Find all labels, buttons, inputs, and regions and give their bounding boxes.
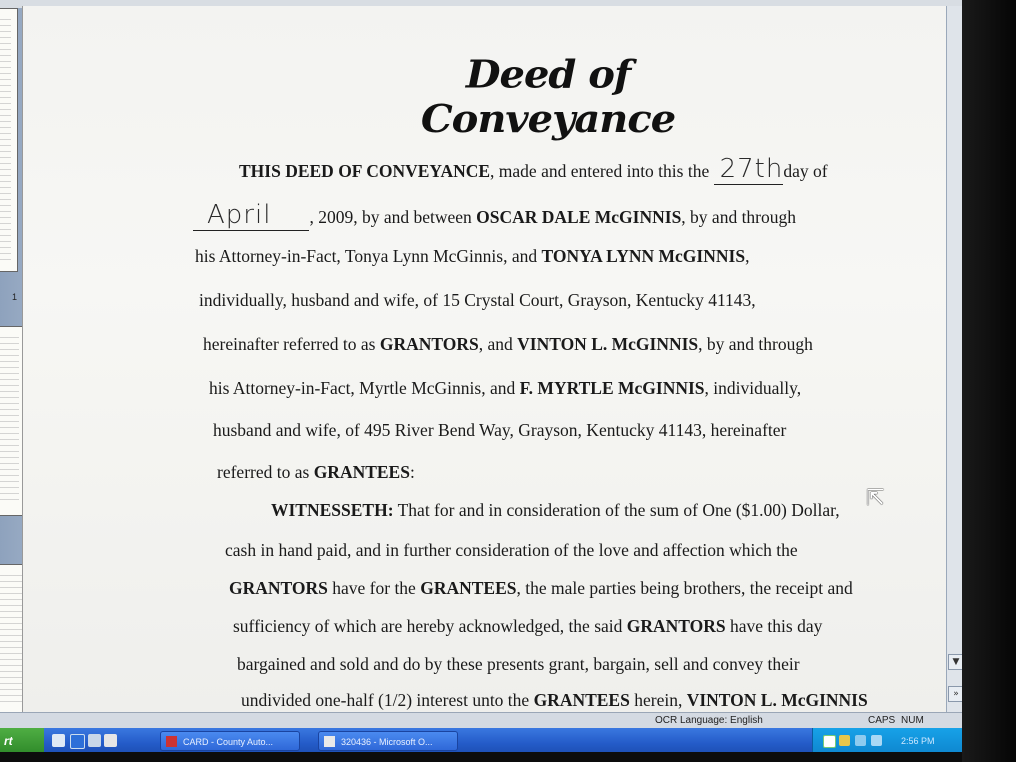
bold-text xyxy=(380,334,479,354)
task-button-card[interactable] xyxy=(160,731,300,751)
bold-run: VINTON L. McGINNIS xyxy=(517,334,699,354)
bold-run: F. MYRTLE McGINNIS xyxy=(519,378,705,398)
status-bar xyxy=(0,712,962,729)
document-title: Deed of Conveyance xyxy=(420,52,676,142)
text-run: have for the xyxy=(327,578,421,598)
document-line xyxy=(239,154,828,185)
bold-run: GRANTEES xyxy=(420,578,517,598)
text-run: , by and through xyxy=(698,334,813,354)
text-run: day of xyxy=(783,161,828,181)
volume-icon[interactable] xyxy=(871,735,882,746)
bold-run: THIS DEED OF CONVEYANCE xyxy=(239,161,491,181)
text-run: , individually, xyxy=(704,378,802,398)
app-window-icon xyxy=(324,736,335,747)
text-run: have this day xyxy=(725,616,823,636)
bold-run: GRANTORS xyxy=(626,616,726,636)
bold-run: VINTON L. McGINNIS xyxy=(686,690,868,710)
ocr-language-status: OCR Language: English xyxy=(655,715,763,726)
text-run: , made and entered into this the xyxy=(490,161,714,181)
clock[interactable]: 2:56 PM xyxy=(901,736,935,746)
bold-run: GRANTORS xyxy=(229,578,328,598)
network-icon[interactable] xyxy=(855,735,866,746)
bold-text xyxy=(314,462,410,482)
start-button[interactable]: rt xyxy=(0,728,44,752)
document-line xyxy=(225,540,798,561)
text-run: That for and in consideration of the sum of One ($1.00) Dollar, xyxy=(393,500,840,520)
bold-text xyxy=(229,578,328,598)
bold-text xyxy=(520,378,705,398)
bold-run: GRANTEES xyxy=(313,462,410,482)
document-line xyxy=(241,690,868,711)
document-line xyxy=(203,334,813,355)
bold-text xyxy=(534,690,630,710)
bold-text xyxy=(687,690,868,710)
caps-indicator: CAPS xyxy=(868,715,896,726)
document-line xyxy=(237,654,800,675)
document-line xyxy=(213,420,786,441)
bold-run: GRANTORS xyxy=(379,334,479,354)
document-line xyxy=(195,246,749,267)
bold-run: GRANTEES xyxy=(533,690,630,710)
document-page xyxy=(22,6,947,712)
system-tray xyxy=(812,728,962,752)
folder-icon[interactable] xyxy=(88,734,101,747)
task-label: 320436 - Microsoft O... xyxy=(341,737,433,747)
bold-run: WITNESSETH: xyxy=(271,500,394,520)
bold-text xyxy=(420,578,516,598)
text-run: : xyxy=(409,462,415,482)
handwritten-entry: 27th xyxy=(714,154,784,185)
text-run: husband and wife, of 495 River Bend Way, Grayson, Kentucky 41143, hereinafter xyxy=(213,420,787,440)
page-thumbnail-0[interactable] xyxy=(0,8,18,272)
taskbar xyxy=(0,728,962,752)
monitor-bezel xyxy=(962,0,1016,762)
app-window-icon xyxy=(166,736,177,747)
text-run: bargained and sold and do by these presents grant, bargain, sell and convey their xyxy=(237,654,800,674)
show-desktop-icon[interactable] xyxy=(52,734,65,747)
text-run: individually, husband and wife, of 15 Crystal Court, Grayson, Kentucky 41143, xyxy=(199,290,756,310)
num-indicator: NUM xyxy=(901,715,924,726)
tray-app-icon[interactable] xyxy=(823,735,836,748)
task-button-word[interactable] xyxy=(318,731,458,751)
bold-text xyxy=(476,207,681,227)
handwritten-entry: April xyxy=(193,200,309,231)
bold-text xyxy=(239,161,490,181)
shield-icon[interactable] xyxy=(839,735,850,746)
bold-text xyxy=(517,334,698,354)
next-page-icon[interactable]: » xyxy=(948,686,962,702)
bold-run: OSCAR DALE McGINNIS xyxy=(476,207,682,227)
text-run: , 2009, by and between xyxy=(309,207,477,227)
document-line xyxy=(271,500,840,521)
document-line xyxy=(209,378,801,399)
text-run: , the male parties being brothers, the receipt and xyxy=(516,578,853,598)
mouse-pointer-icon: ⇱ xyxy=(866,486,885,511)
text-run: hereinafter referred to as xyxy=(203,334,380,354)
bold-text xyxy=(271,500,394,520)
text-run: , by and through xyxy=(681,207,797,227)
scroll-down-icon[interactable]: ▼ xyxy=(948,654,962,670)
text-run: sufficiency of which are hereby acknowledged, the said xyxy=(233,616,627,636)
text-run: cash in hand paid, and in further consideration of the love and affection which the xyxy=(225,540,798,560)
thumbnail-page-number: 1 xyxy=(12,292,18,302)
bold-run: TONYA LYNN McGINNIS xyxy=(541,246,746,266)
document-line xyxy=(217,462,415,483)
document-line xyxy=(233,616,822,637)
document-line xyxy=(229,578,853,599)
text-run: his Attorney-in-Fact, Tonya Lynn McGinnis, and xyxy=(195,246,542,266)
text-run: , xyxy=(745,246,750,266)
bold-text xyxy=(541,246,745,266)
text-run: his Attorney-in-Fact, Myrtle McGinnis, and xyxy=(209,378,520,398)
vertical-scrollbar[interactable] xyxy=(946,6,962,712)
text-run: herein, xyxy=(629,690,687,710)
app-icon[interactable] xyxy=(104,734,117,747)
browser-icon[interactable] xyxy=(70,734,85,749)
text-run: undivided one-half (1/2) interest unto the xyxy=(241,690,534,710)
document-line xyxy=(199,290,756,311)
bold-text xyxy=(627,616,726,636)
text-run: referred to as xyxy=(217,462,314,482)
task-label: CARD - County Auto... xyxy=(183,737,274,747)
document-line xyxy=(193,200,796,231)
text-run: , and xyxy=(478,334,518,354)
